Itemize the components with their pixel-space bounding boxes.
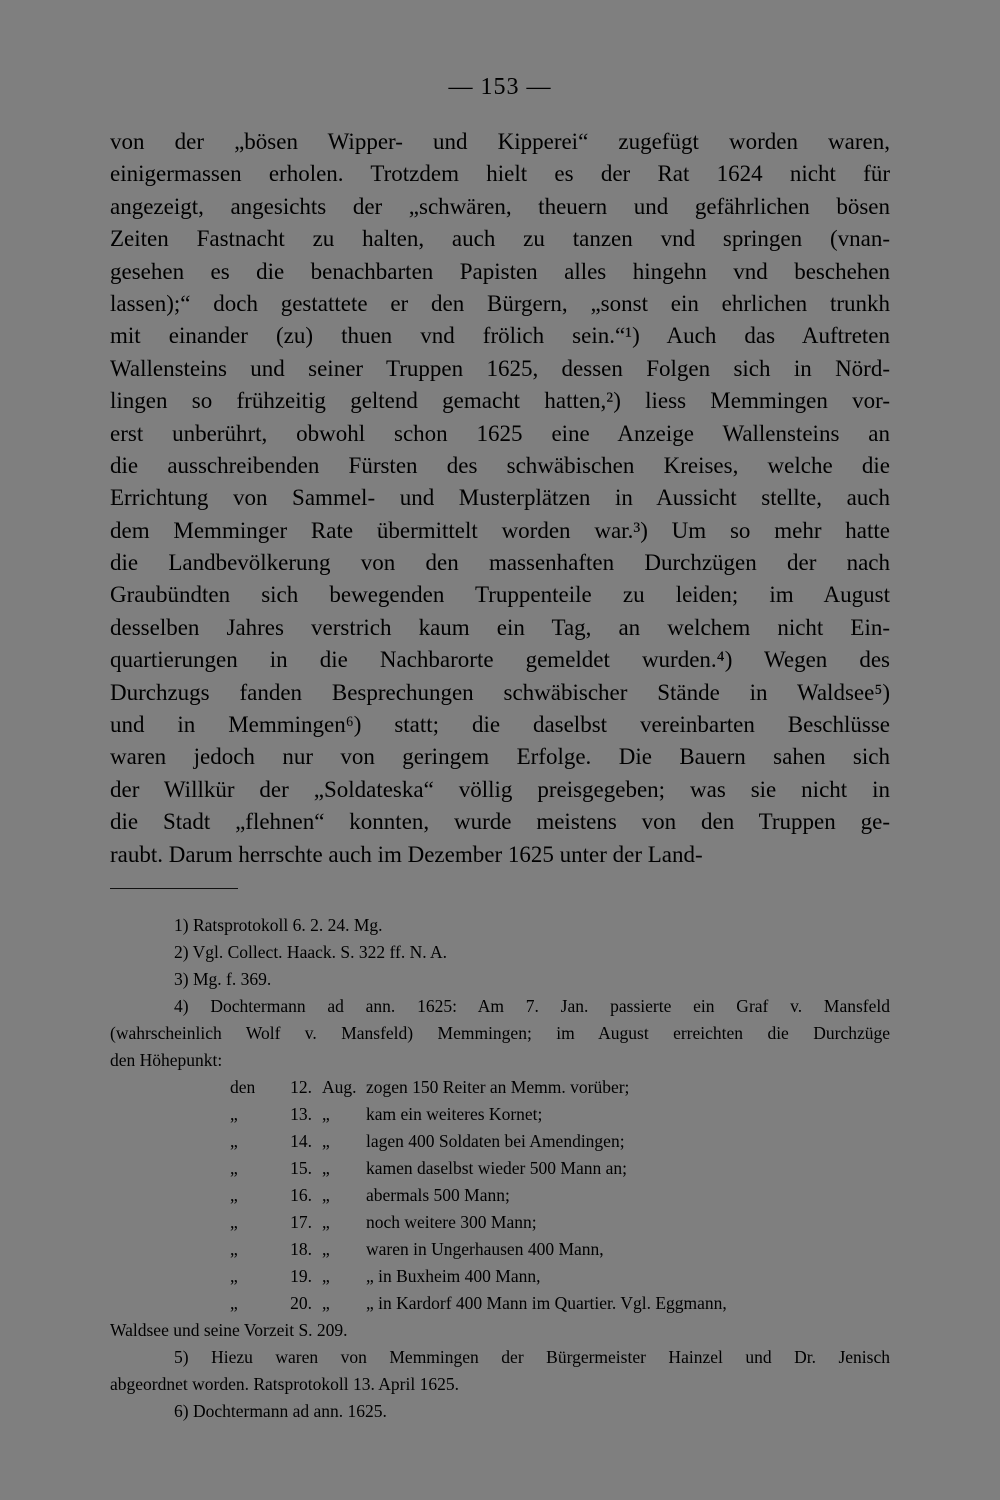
text-line: lassen);“ doch gestattete er den Bürgern, „sonst ein ehrlichen trunkh <box>110 290 890 316</box>
text-line: quartierungen in die Nachbarorte gemeldet wurden.⁴) Wegen des <box>110 647 890 673</box>
table-cell: 18. <box>290 1239 312 1259</box>
table-cell: 17. <box>290 1212 312 1232</box>
text-line: raubt. Darum herrschte auch im Dezember 1625 unter der Land- <box>110 841 703 867</box>
troop-table-row <box>110 1290 890 1317</box>
table-cell: lagen 400 Soldaten bei Amendingen; <box>366 1131 625 1151</box>
table-cell: 16. <box>290 1185 312 1205</box>
table-cell: „ <box>230 1185 238 1205</box>
table-cell: 20. <box>290 1293 312 1313</box>
text-line: Zeiten Fastnacht zu halten, auch zu tanzen vnd springen (vnan- <box>110 226 890 252</box>
troop-table-row <box>110 1128 890 1155</box>
table-cell: den <box>230 1077 256 1097</box>
text-line: von der „bösen Wipper- und Kipperei“ zugefügt worden waren, <box>110 129 890 154</box>
footnote-2: 2) Vgl. Collect. Haack. S. 322 ff. N. A. <box>174 942 448 962</box>
text-line: lingen so frühzeitig geltend gemacht hatten,²) liess Memmingen vor- <box>110 388 890 414</box>
troop-table-row <box>110 1074 890 1101</box>
footnote-4-line: (wahrscheinlich Wolf v. Mansfeld) Memmingen; im August erreichten die Durchzüge <box>110 1023 890 1043</box>
table-cell: „ <box>322 1131 330 1151</box>
table-cell: 14. <box>290 1131 312 1151</box>
table-cell: Aug. <box>322 1077 357 1097</box>
table-cell: „ <box>230 1293 238 1313</box>
text-line: Durchzugs fanden Besprechungen schwäbischer Stände in Waldsee⁵) <box>110 679 890 705</box>
table-cell: „ in Buxheim 400 Mann, <box>366 1266 541 1286</box>
text-line: angezeigt, angesichts der „schwären, theuern und gefährlichen bösen <box>110 193 890 219</box>
text-line: gesehen es die benachbarten Papisten alles hingehn vnd beschehen <box>110 258 890 284</box>
table-cell: „ <box>230 1212 238 1232</box>
footnotes <box>110 912 890 1425</box>
table-cell: „ <box>322 1239 330 1259</box>
troop-table-row <box>110 1209 890 1236</box>
text-line: mit einander (zu) thuen vnd frölich sein.“¹) Auch das Auftreten <box>110 323 890 349</box>
text-line: Errichtung von Sammel- und Musterplätzen in Aussicht stellte, auch <box>110 485 890 511</box>
main-text <box>110 126 890 871</box>
page-number: — 153 — <box>448 74 552 100</box>
table-cell: „ <box>322 1293 330 1313</box>
footnote-4-line: 4) Dochtermann ad ann. 1625: Am 7. Jan. passierte ein Graf v. Mansfeld <box>174 996 890 1016</box>
footnote-6: 6) Dochtermann ad ann. 1625. <box>174 1401 387 1421</box>
text-line: der Willkür der „Soldateska“ völlig preisgegeben; was sie nicht in <box>110 776 890 802</box>
text-line: die ausschreibenden Fürsten des schwäbischen Kreises, welche die <box>110 452 890 478</box>
table-cell: „ <box>230 1158 238 1178</box>
table-cell: 19. <box>290 1266 312 1286</box>
table-cell: zogen 150 Reiter an Memm. vorüber; <box>366 1077 630 1097</box>
table-cell: „ <box>322 1158 330 1178</box>
text-line: dem Memminger Rate übermittelt worden war.³) Um so mehr hatte <box>110 517 890 543</box>
footnote-1: 1) Ratsprotokoll 6. 2. 24. Mg. <box>174 915 383 935</box>
troop-table-row <box>110 1101 890 1128</box>
table-cell: waren in Ungerhausen 400 Mann, <box>366 1239 604 1259</box>
footnote-4-tail: Waldsee und seine Vorzeit S. 209. <box>110 1320 348 1340</box>
footnote-3: 3) Mg. f. 369. <box>174 969 272 989</box>
text-line: und in Memmingen⁶) statt; die daselbst vereinbarten Beschlüsse <box>110 712 890 738</box>
troop-table-row <box>110 1182 890 1209</box>
table-cell: „ <box>322 1185 330 1205</box>
footnote-separator <box>110 888 238 889</box>
table-cell: kam ein weiteres Kornet; <box>366 1104 543 1124</box>
troop-table-row <box>110 1236 890 1263</box>
table-cell: „ <box>322 1266 330 1286</box>
troop-table-row <box>110 1263 890 1290</box>
table-cell: kamen daselbst wieder 500 Mann an; <box>366 1158 627 1178</box>
table-cell: „ in Kardorf 400 Mann im Quartier. Vgl. Eggmann, <box>366 1293 727 1313</box>
table-cell: „ <box>322 1212 330 1232</box>
text-line: Wallensteins und seiner Truppen 1625, dessen Folgen sich in Nörd- <box>110 355 890 381</box>
footnote-5-line: abgeordnet worden. Ratsprotokoll 13. April 1625. <box>110 1374 459 1394</box>
text-line: Graubündten sich bewegenden Truppenteile zu leiden; im August <box>110 582 890 608</box>
text-line: einigermassen erholen. Trotzdem hielt es der Rat 1624 nicht für <box>110 161 890 187</box>
text-line: waren jedoch nur von geringem Erfolge. Die Bauern sahen sich <box>110 744 890 770</box>
text-line: erst unberührt, obwohl schon 1625 eine Anzeige Wallensteins an <box>110 420 890 446</box>
table-cell: 15. <box>290 1158 312 1178</box>
table-cell: „ <box>230 1266 238 1286</box>
text-line: die Stadt „flehnen“ konnten, wurde meistens von den Truppen ge- <box>110 809 890 835</box>
table-cell: 12. <box>290 1077 312 1097</box>
troop-table-row <box>110 1155 890 1182</box>
text-line: desselben Jahres verstrich kaum ein Tag, an welchem nicht Ein- <box>110 614 890 640</box>
table-cell: „ <box>230 1131 238 1151</box>
table-cell: noch weitere 300 Mann; <box>366 1212 537 1232</box>
footnote-4-line: den Höhepunkt: <box>110 1050 223 1070</box>
table-cell: „ <box>322 1104 330 1124</box>
table-cell: 13. <box>290 1104 312 1124</box>
footnote-5-line: 5) Hiezu waren von Memmingen der Bürgermeister Hainzel und Dr. Jenisch <box>174 1347 890 1367</box>
text-line: die Landbevölkerung von den massenhaften Durchzügen der nach <box>110 550 890 576</box>
table-cell: „ <box>230 1104 238 1124</box>
table-cell: abermals 500 Mann; <box>366 1185 510 1205</box>
table-cell: „ <box>230 1239 238 1259</box>
